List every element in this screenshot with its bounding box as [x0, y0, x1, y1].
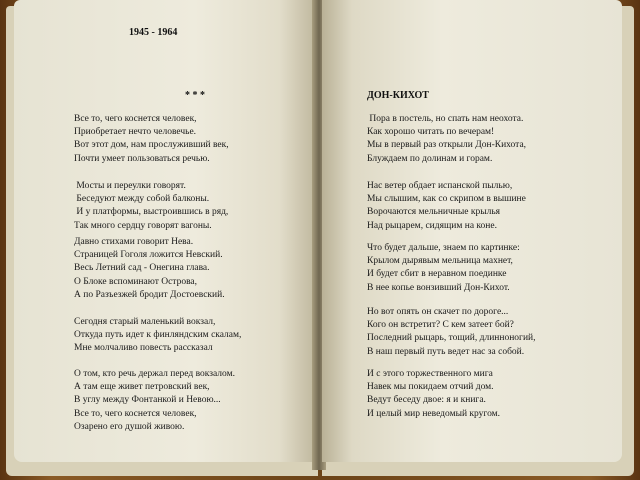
poem-title: ДОН-КИХОТ	[367, 90, 429, 101]
poem-line: Мы в первый раз открыли Дон-Кихота,	[367, 140, 527, 151]
poem-line: Откуда путь идет к финляндским скалам,	[74, 330, 242, 341]
poem-line: Все то, чего коснется человек,	[74, 408, 197, 419]
poem-line: Нас ветер обдает испанской пылью,	[367, 181, 513, 191]
poem-line: Последний рыцарь, тощий, длинноногий,	[367, 333, 536, 344]
poem-line: Все то, чего коснется человек,	[74, 114, 197, 124]
poem-stanza	[367, 180, 526, 233]
poem-line: И у платформы, выстроившись в ряд,	[74, 207, 229, 218]
poem-stanza	[74, 180, 228, 233]
poem-stanza	[367, 113, 526, 166]
poem-line: И с этого торжественного мига	[367, 369, 493, 379]
poem-line: Давно стихами говорит Нева.	[74, 237, 194, 247]
poem-line: А по Разъезжей бродит Достоевский.	[74, 289, 225, 300]
poem-line: Сегодня старый маленький вокзал,	[74, 317, 216, 327]
poem-stanza	[74, 368, 235, 434]
poem-line: Страницей Гоголя ложится Невский.	[74, 250, 223, 261]
poem-line: Почти умеет пользоваться речью.	[74, 153, 210, 164]
poem-line: Крылом дырявым мельница махнет,	[367, 256, 513, 267]
poem-line: Как хорошо читать по вечерам!	[367, 127, 495, 138]
poem-line: И будет сбит в неравном поединке	[367, 269, 507, 280]
poem-line: Вот этот дом, нам прослуживший век,	[74, 140, 229, 151]
poem-line: Но вот опять он скачет по дороге...	[367, 307, 509, 317]
poem-line: Пора в постель, но спать нам неохота.	[367, 114, 524, 124]
poem-stanza	[367, 306, 535, 359]
poem-line: Мосты и переулки говорят.	[74, 181, 186, 191]
poem-line: Блуждаем по долинам и горам.	[367, 153, 493, 164]
poem-line: Весь Летний сад - Онегина глава.	[74, 263, 210, 274]
poem-stanza	[367, 368, 500, 421]
poem-line: И целый мир неведомый кругом.	[367, 408, 501, 419]
poem-line: А там еще живет петровский век,	[74, 382, 210, 393]
poem-line: Озарено его душой живою.	[74, 421, 185, 432]
poem-line: Ведут беседу двое: я и книга.	[367, 395, 486, 406]
poem-line: О Блоке вспоминают Острова,	[74, 276, 198, 287]
poem-stanza	[367, 242, 520, 295]
poem-line: Приобретает нечто человечье.	[74, 127, 197, 138]
poem-stanza	[74, 113, 229, 166]
poem-line: Навек мы покидаем отчий дом.	[367, 382, 494, 393]
poem-line: Мне молчаливо повесть рассказал	[74, 343, 213, 354]
poem-stanza	[74, 316, 241, 356]
poem-line: Ворочаются мельничные крылья	[367, 207, 501, 218]
poem-stanza	[74, 236, 225, 302]
page-header-date: 1945 - 1964	[129, 27, 178, 38]
poem-line: Мы слышим, как со скрипом в вышине	[367, 194, 526, 205]
poem-line: Над рыцарем, сидящим на коне.	[367, 220, 497, 231]
poem-line: В углу между Фонтанкой и Невою...	[74, 395, 221, 406]
poem-line: В нее копье вонзивший Дон-Кихот.	[367, 282, 510, 293]
right-page	[322, 0, 622, 462]
poem-line: Беседуют между собой балконы.	[74, 194, 210, 205]
poem-line: Так много сердцу говорят вагоны.	[74, 220, 212, 231]
poem-line: О том, кто речь держал перед вокзалом.	[74, 369, 235, 379]
poem-line: Кого он встретит? С кем затеет бой?	[367, 320, 514, 331]
section-mark: * * *	[185, 90, 205, 101]
poem-line: В наш первый путь ведет нас за собой.	[367, 346, 525, 357]
poem-line: Что будет дальше, знаем по картинке:	[367, 243, 520, 253]
left-page	[14, 0, 316, 462]
